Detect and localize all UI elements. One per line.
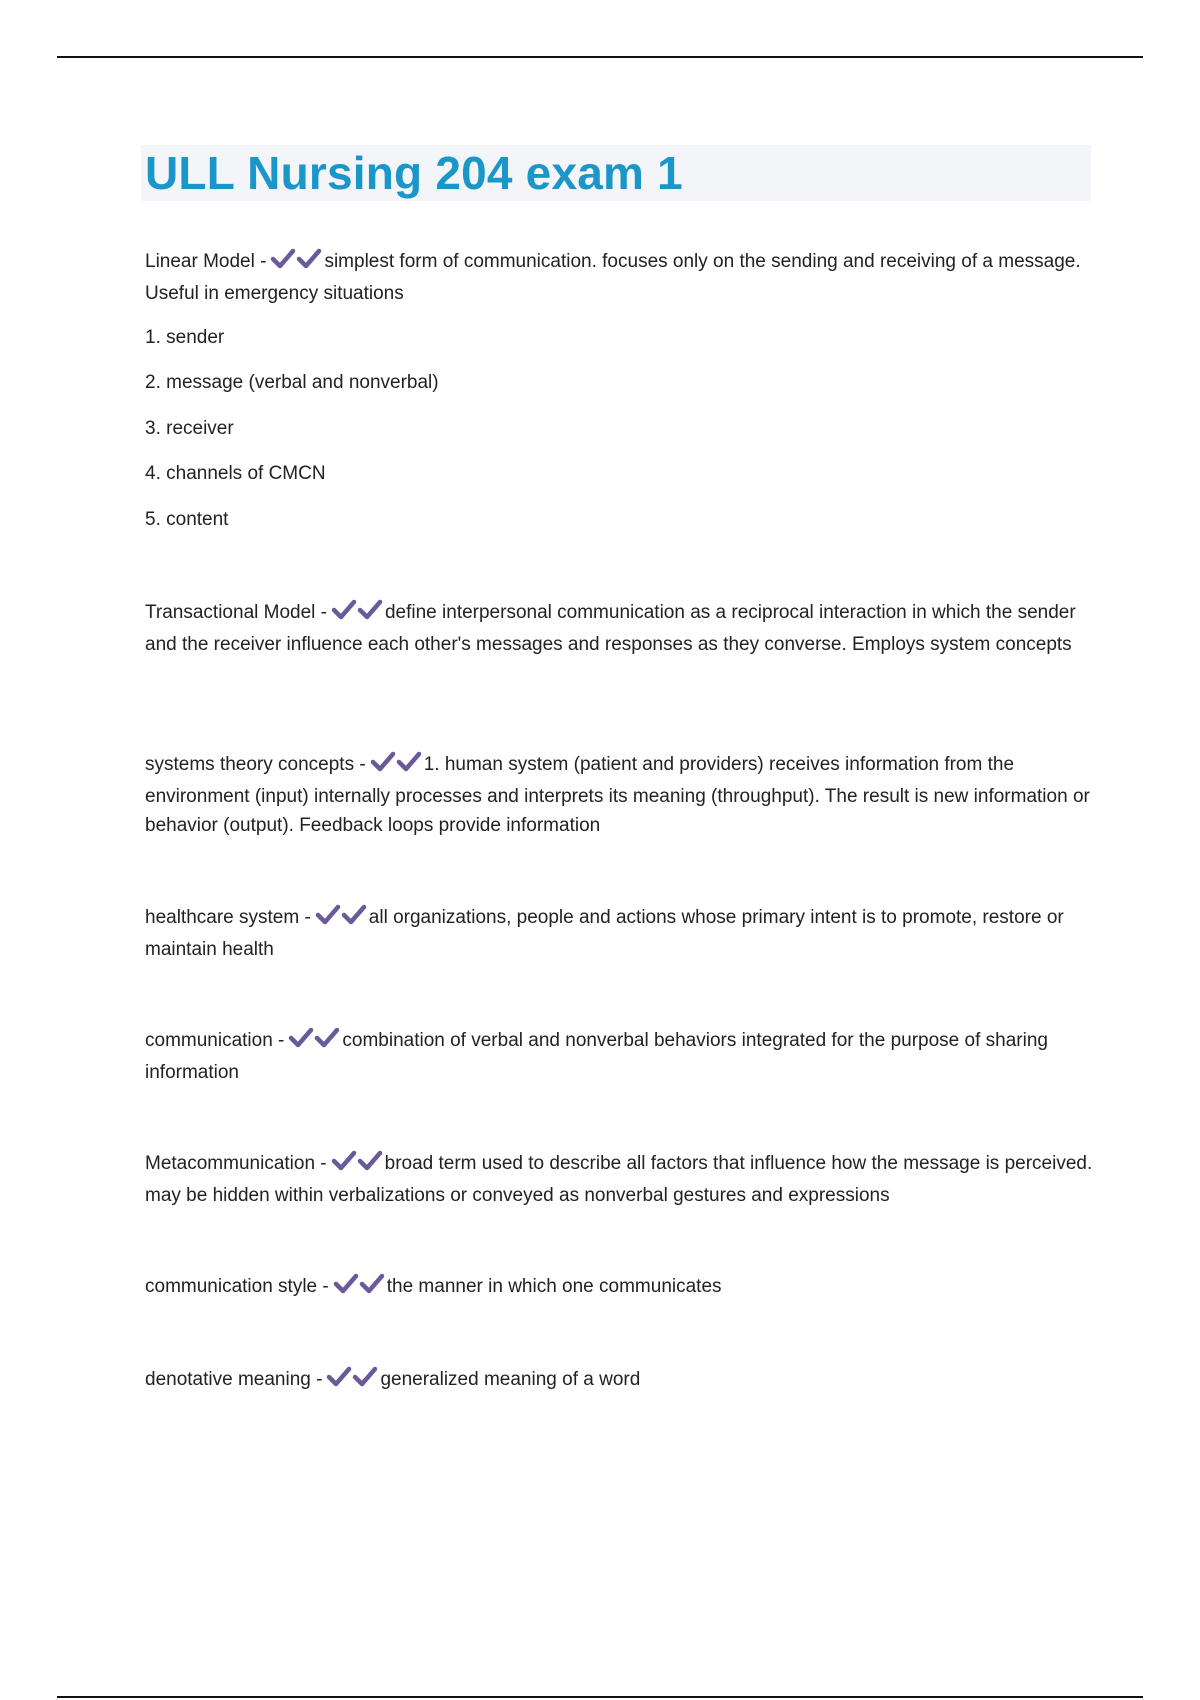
entry-definition: broad term used to describe all factors that influence how the message is perceived. may be hidden within verbalizations or conveyed as nonverbal gestures and expressions xyxy=(145,1153,1093,1206)
entry-definition: 1. human system (patient and providers) receives information from the environment (input) internally processes and interprets its meaning (throughput). The result is new information or behavior (output). Feedback loops provide information xyxy=(145,754,1090,836)
entry-healthcare-system xyxy=(145,903,1095,964)
double-check-icon xyxy=(331,599,383,630)
top-rule xyxy=(57,56,1143,58)
entry-term: Linear Model - xyxy=(145,251,267,272)
entry-term: systems theory concepts - xyxy=(145,754,366,775)
entry-communication xyxy=(145,1026,1095,1087)
entry-transactional-model xyxy=(145,598,1095,659)
entry-term: communication style - xyxy=(145,1276,329,1297)
entry-definition: all organizations, people and actions whose primary intent is to promote, restore or maintain health xyxy=(145,907,1064,960)
double-check-icon xyxy=(270,248,322,279)
entry-term: Transactional Model - xyxy=(145,602,327,623)
bottom-rule xyxy=(57,1696,1143,1698)
entry-term: Metacommunication - xyxy=(145,1153,327,1174)
entry-denotative-meaning xyxy=(145,1365,1095,1397)
entry-term: denotative meaning - xyxy=(145,1369,323,1390)
double-check-icon xyxy=(331,1150,383,1181)
entry-term: healthcare system - xyxy=(145,907,311,928)
entry-definition: define interpersonal communication as a reciprocal interaction in which the sender and the receiver influence each other's messages and responses as they converse. Employs system concepts xyxy=(145,602,1076,655)
entry-metacommunication xyxy=(145,1149,1095,1210)
double-check-icon xyxy=(315,904,367,935)
entry-definition: generalized meaning of a word xyxy=(380,1369,641,1390)
entry-term: communication - xyxy=(145,1030,285,1051)
double-check-icon xyxy=(288,1027,340,1058)
double-check-icon xyxy=(326,1366,378,1397)
entry-definition: combination of verbal and nonverbal behaviors integrated for the purpose of sharing information xyxy=(145,1030,1048,1083)
entry-linear-model xyxy=(145,247,1095,308)
entry-systems-theory-concepts xyxy=(145,750,1095,840)
entry-definition: the manner in which one communicates xyxy=(386,1276,722,1297)
page-title: ULL Nursing 204 exam 1 xyxy=(145,147,683,199)
list-item: 1. sender xyxy=(145,327,225,348)
entry-definition: simplest form of communication. focuses only on the sending and receiving of a message. Useful in emergency situations xyxy=(145,251,1081,304)
list-item: 2. message (verbal and nonverbal) xyxy=(145,372,439,393)
double-check-icon xyxy=(370,751,422,782)
list-item: 3. receiver xyxy=(145,418,234,439)
list-item: 5. content xyxy=(145,509,229,530)
entry-communication-style xyxy=(145,1272,1095,1304)
double-check-icon xyxy=(333,1273,385,1304)
list-item: 4. channels of CMCN xyxy=(145,463,326,484)
